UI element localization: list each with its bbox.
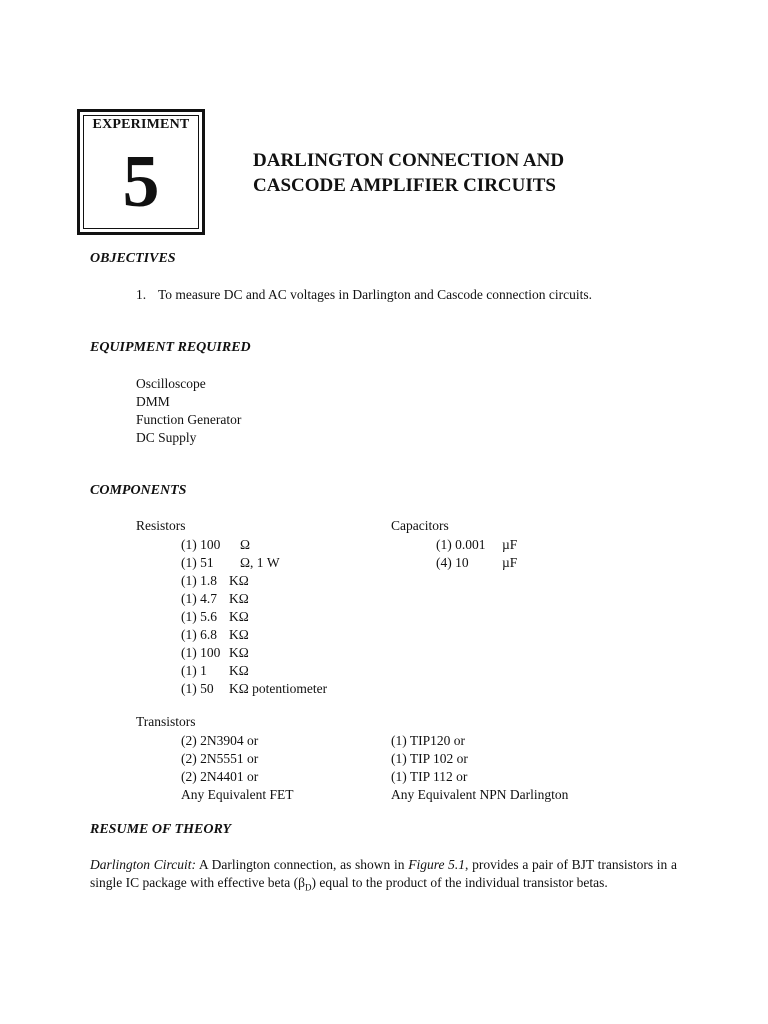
beta-subscript: D bbox=[305, 882, 312, 893]
experiment-label: EXPERIMENT bbox=[92, 117, 190, 132]
list-item: (1) TIP 102 or bbox=[391, 751, 468, 766]
capacitors-unit-list bbox=[502, 536, 517, 572]
resistor-qty: (1) 51 bbox=[181, 555, 214, 570]
resistor-unit: Ω bbox=[240, 537, 251, 552]
resistor-unit: Ω, 1 W bbox=[240, 555, 280, 570]
resistor-unit: KΩ bbox=[229, 591, 249, 606]
capacitors-label: Capacitors bbox=[391, 518, 449, 533]
theory-text-c: ) equal to the product of the individual transistor betas. bbox=[311, 875, 608, 890]
resistor-qty: (1) 4.7 bbox=[181, 591, 217, 606]
equipment-heading: EQUIPMENT REQUIRED bbox=[90, 340, 251, 355]
capacitor-qty: (1) 0.001 bbox=[436, 537, 486, 552]
list-item: Oscilloscope bbox=[136, 376, 206, 391]
list-item: (2) 2N5551 or bbox=[181, 751, 259, 766]
list-item: (2) 2N4401 or bbox=[181, 769, 259, 784]
resistor-qty: (1) 100 bbox=[181, 645, 221, 660]
resistor-unit: KΩ potentiometer bbox=[229, 681, 328, 696]
resistor-qty: (1) 5.6 bbox=[181, 609, 217, 624]
list-item: (1) TIP 112 or bbox=[391, 769, 468, 784]
theory-lead: Darlington Circuit: bbox=[90, 857, 196, 872]
list-item: (2) 2N3904 or bbox=[181, 733, 259, 748]
capacitor-qty: (4) 10 bbox=[436, 555, 469, 570]
resistor-unit: KΩ bbox=[229, 663, 249, 678]
objective-text: To measure DC and AC voltages in Darlington and Cascode connection circuits. bbox=[158, 287, 592, 302]
capacitors-qty-list bbox=[436, 536, 486, 572]
resistor-qty: (1) 1.8 bbox=[181, 573, 217, 588]
equipment-list bbox=[136, 375, 241, 447]
transistors-right-list bbox=[391, 732, 568, 804]
capacitor-unit: µF bbox=[502, 555, 518, 570]
resistor-unit: KΩ bbox=[229, 627, 249, 642]
experiment-number: 5 bbox=[122, 141, 160, 223]
resistors-unit-list bbox=[229, 536, 327, 698]
page-title bbox=[253, 148, 564, 198]
resistor-unit: KΩ bbox=[229, 645, 249, 660]
objectives-heading: OBJECTIVES bbox=[90, 251, 176, 266]
theory-text-b: , provides a pair of BJT transistors in a single IC package with effective beta (β bbox=[90, 857, 677, 890]
components-heading: COMPONENTS bbox=[90, 483, 187, 498]
capacitor-unit: µF bbox=[502, 537, 518, 552]
resistor-qty: (1) 50 bbox=[181, 681, 214, 696]
figure-reference: Figure 5.1 bbox=[408, 857, 466, 872]
theory-text-a: A Darlington connection, as shown in bbox=[195, 857, 409, 872]
resistor-qty: (1) 100 bbox=[181, 537, 221, 552]
title-line-2: CASCODE AMPLIFIER CIRCUITS bbox=[253, 175, 556, 196]
list-item: Any Equivalent NPN Darlington bbox=[391, 787, 569, 802]
list-item: DMM bbox=[136, 394, 170, 409]
experiment-box bbox=[77, 109, 205, 235]
resistors-label: Resistors bbox=[136, 518, 186, 533]
list-item: Function Generator bbox=[136, 412, 242, 427]
theory-paragraph bbox=[90, 856, 677, 892]
resistors-qty-list bbox=[181, 536, 220, 698]
transistors-left-list bbox=[181, 732, 293, 804]
resistor-qty: (1) 1 bbox=[181, 663, 207, 678]
transistors-label: Transistors bbox=[136, 714, 196, 729]
list-item: DC Supply bbox=[136, 430, 197, 445]
resistor-qty: (1) 6.8 bbox=[181, 627, 217, 642]
objective-number: 1. bbox=[136, 287, 147, 302]
list-item: Any Equivalent FET bbox=[181, 787, 294, 802]
resistor-unit: KΩ bbox=[229, 573, 249, 588]
theory-heading: RESUME OF THEORY bbox=[90, 822, 232, 837]
title-line-1: DARLINGTON CONNECTION AND bbox=[253, 150, 565, 171]
list-item: (1) TIP120 or bbox=[391, 733, 465, 748]
resistor-unit: KΩ bbox=[229, 609, 249, 624]
